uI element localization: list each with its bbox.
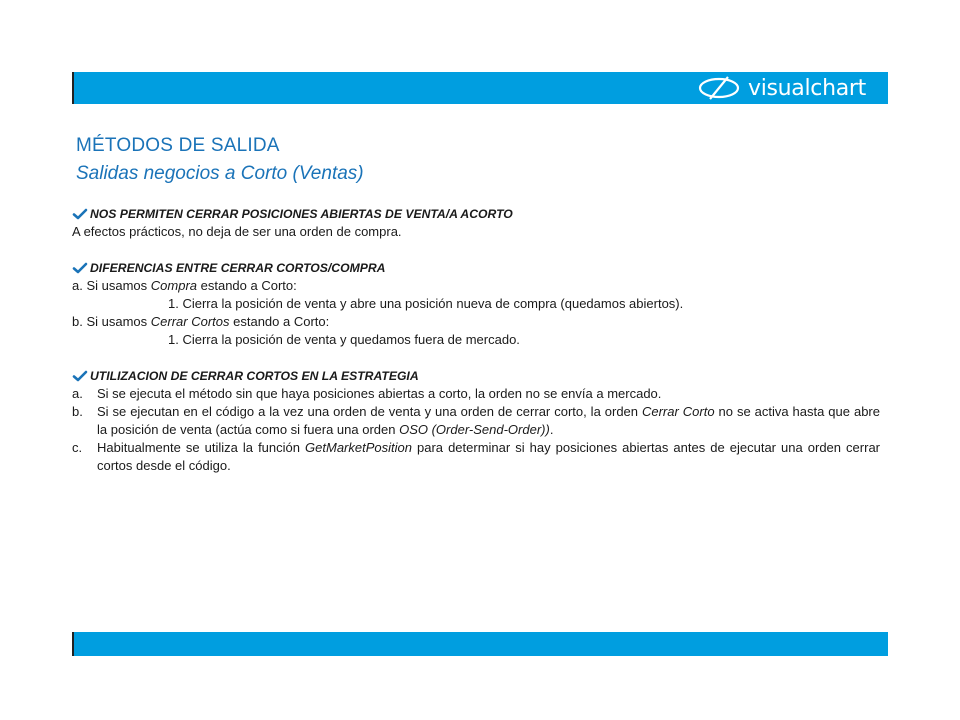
visualchart-logo-icon bbox=[696, 75, 742, 101]
section-3-heading bbox=[72, 367, 880, 385]
emphasis: Compra bbox=[150, 278, 198, 293]
list-text bbox=[97, 439, 880, 475]
text-run: b. Si usamos bbox=[72, 314, 151, 329]
item-a-sub: 1. Cierra la posición de venta y abre una posición nueva de compra (quedamos abiertos). bbox=[168, 296, 684, 311]
footer-band bbox=[72, 632, 888, 656]
emphasis: Cerrar Corto bbox=[641, 404, 715, 419]
header-band-edge bbox=[72, 72, 74, 104]
spacer bbox=[72, 241, 880, 259]
text-run: estando a Corto: bbox=[197, 278, 297, 293]
slide-content bbox=[72, 205, 880, 475]
list-item bbox=[72, 385, 880, 403]
header-band bbox=[72, 72, 888, 104]
text-run: . bbox=[549, 422, 554, 437]
text-run: Habitualmente se utiliza la función bbox=[97, 440, 306, 455]
emphasis: GetMarketPosition bbox=[305, 440, 412, 455]
check-icon bbox=[72, 262, 88, 274]
text-run: no se activa hasta que abre la posición de venta (actúa como si fuera una orden bbox=[97, 404, 880, 437]
spacer bbox=[72, 349, 880, 367]
item-a bbox=[72, 277, 880, 295]
page-title: MÉTODOS DE SALIDA bbox=[76, 135, 280, 156]
item-b bbox=[72, 313, 880, 331]
text-run: a. Si usamos bbox=[72, 278, 151, 293]
emphasis: OSO (Order-Send-Order)) bbox=[399, 422, 550, 437]
list-marker: a. bbox=[72, 386, 83, 401]
text-run: Si se ejecutan en el código a la vez una orden de venta y una orden de cerrar corto, la orden bbox=[97, 404, 642, 419]
section-1-heading bbox=[72, 205, 880, 223]
section-1-text: A efectos prácticos, no deja de ser una orden de compra. bbox=[72, 224, 402, 239]
page-subtitle: Salidas negocios a Corto (Ventas) bbox=[76, 163, 364, 184]
list-marker: c. bbox=[72, 440, 83, 455]
section-2-heading bbox=[72, 259, 880, 277]
section-heading-text: DIFERENCIAS ENTRE CERRAR CORTOS/COMPRA bbox=[90, 261, 386, 275]
list-marker: b. bbox=[72, 404, 83, 419]
check-icon bbox=[72, 208, 88, 220]
text-run: para determinar si hay posiciones abiertas antes de ejecutar una orden cerrar cortos desde el código. bbox=[97, 440, 881, 473]
list-item bbox=[72, 403, 880, 439]
section-heading-text: UTILIZACION DE CERRAR CORTOS EN LA ESTRATEGIA bbox=[90, 369, 419, 383]
brand-logo bbox=[696, 75, 866, 101]
brand-name: visualchart bbox=[747, 75, 866, 101]
check-icon bbox=[72, 370, 88, 382]
list-item bbox=[72, 439, 880, 475]
text-run: estando a Corto: bbox=[229, 314, 330, 329]
list-text: Si se ejecuta el método sin que haya posiciones abiertas a corto, la orden no se envía a mercado. bbox=[97, 386, 662, 401]
footer-band-edge bbox=[72, 632, 74, 656]
section-heading-text: NOS PERMITEN CERRAR POSICIONES ABIERTAS DE VENTA/A ACORTO bbox=[90, 207, 513, 221]
emphasis: Cerrar Cortos bbox=[150, 314, 230, 329]
item-b-sub: 1. Cierra la posición de venta y quedamos fuera de mercado. bbox=[168, 332, 520, 347]
list-text bbox=[97, 403, 880, 439]
